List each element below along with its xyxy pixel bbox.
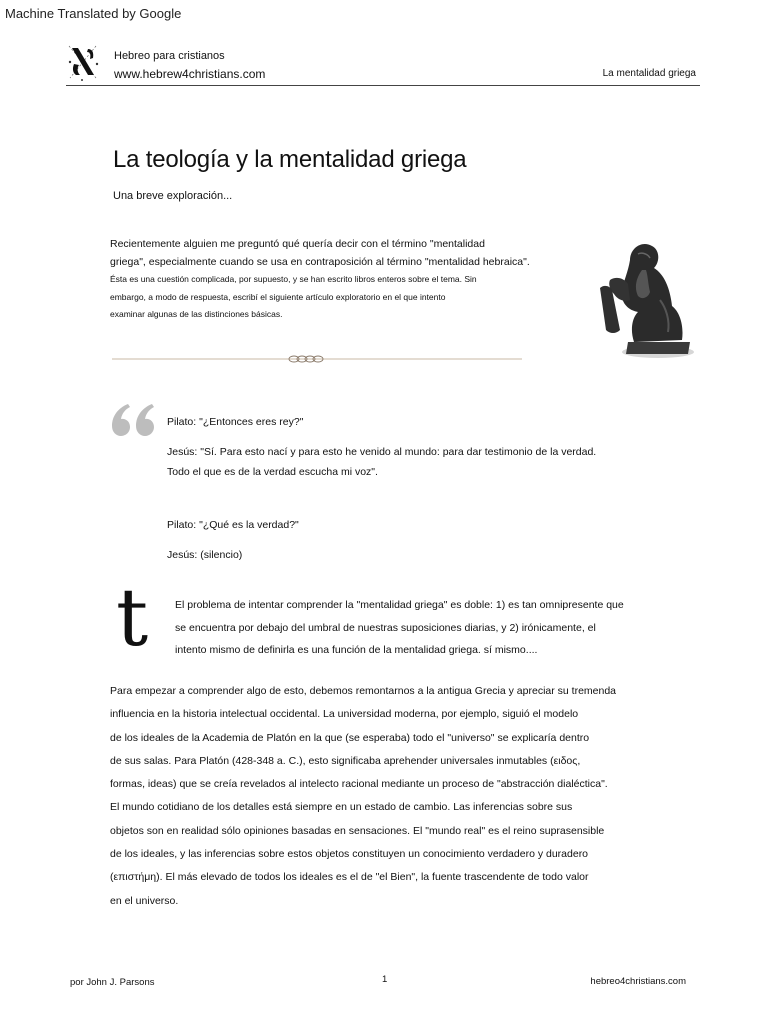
- aleph-letter-icon: [66, 42, 100, 82]
- thinker-statue-image: [590, 230, 700, 360]
- lead-line: se encuentra por debajo del umbral de nuestras suposiciones diarias, y 2) irónicamente, el: [175, 621, 596, 634]
- site-url[interactable]: www.hebrew4christians.com: [114, 67, 266, 81]
- site-name: Hebreo para cristianos: [114, 50, 225, 62]
- footer-site: hebreo4christians.com: [590, 976, 686, 987]
- body-line: formas, ideas) que se creía revelados al intelecto racional mediante un proceso de "abstracción dialéctica".: [110, 778, 608, 791]
- subtitle: Una breve exploración...: [113, 190, 233, 202]
- intro-paragraph: [110, 236, 590, 324]
- body-line: en el universo.: [110, 894, 179, 907]
- footer-author: por John J. Parsons: [70, 977, 155, 988]
- quote-line: Jesús: "Sí. Para esto nací y para esto he venido al mundo: para dar testimonio de la verdad.: [167, 446, 597, 458]
- body-line: influencia en la historia intelectual occidental. La universidad moderna, por ejemplo, siguió el modelo: [110, 708, 579, 721]
- body-line: de los ideales de la Academia de Platón en la que (se esperaba) todo el "universo" se explicaría dentro: [110, 731, 590, 744]
- intro-line: Ésta es una cuestión complicada, por supuesto, y se han escrito libros enteros sobre el tema. Sin: [110, 274, 477, 284]
- quote-line: Pilato: "¿Entonces eres rey?": [167, 416, 304, 428]
- ornamental-divider: [112, 353, 522, 365]
- quote-line: Jesús: (silencio): [167, 549, 243, 561]
- quote-line: Todo el que es de la verdad escucha mi voz".: [167, 466, 378, 478]
- intro-line: examinar algunas de las distinciones básicas.: [110, 309, 283, 319]
- intro-line: griega", especialmente cuando se usa en contraposición al término "mentalidad hebraica".: [110, 255, 530, 268]
- drop-cap: t: [116, 571, 149, 664]
- quote-block: [167, 412, 667, 565]
- body-line: (επιστήμη). El más elevado de todos los ideales es el de "el Bien", la fuente trascendente de todo valor: [110, 871, 589, 884]
- body-line: de sus salas. Para Platón (428-348 a. C.), esto significaba aprehender universales inmutables (ειδος,: [110, 754, 581, 767]
- machine-translation-banner: Machine Translated by Google: [5, 6, 182, 21]
- body-line: objetos son en realidad sólo opiniones basadas en sensaciones. El "mundo real" es el reino suprasensible: [110, 824, 605, 837]
- running-title: La mentalidad griega: [602, 68, 696, 79]
- page-number: 1: [382, 974, 388, 985]
- intro-line: Recientemente alguien me preguntó qué quería decir con el término "mentalidad: [110, 238, 485, 250]
- page-title: La teología y la mentalidad griega: [113, 146, 467, 173]
- intro-line: embargo, a modo de respuesta, escribí el siguiente artículo exploratorio en el que intento: [110, 291, 446, 302]
- body-line: El mundo cotidiano de los detalles está siempre en un estado de cambio. Las inferencias sobre sus: [110, 801, 573, 814]
- lead-line: El problema de intentar comprender la "mentalidad griega" es doble: 1) es tan omnipresente que: [175, 599, 624, 611]
- open-quote-icon: [110, 398, 156, 438]
- page-header: [66, 40, 700, 86]
- lead-line: intento mismo de definirla es una función de la mentalidad griega. sí mismo....: [175, 644, 538, 656]
- body-line: de los ideales, y las inferencias sobre estos objetos constituyen un conocimiento verdadero y duradero: [110, 848, 589, 861]
- quote-line: Pilato: "¿Qué es la verdad?": [167, 519, 299, 531]
- body-line: Para empezar a comprender algo de esto, debemos remontarnos a la antigua Grecia y apreciar su tremenda: [110, 685, 617, 697]
- lead-paragraph: [175, 594, 675, 662]
- body-paragraph: [110, 680, 670, 913]
